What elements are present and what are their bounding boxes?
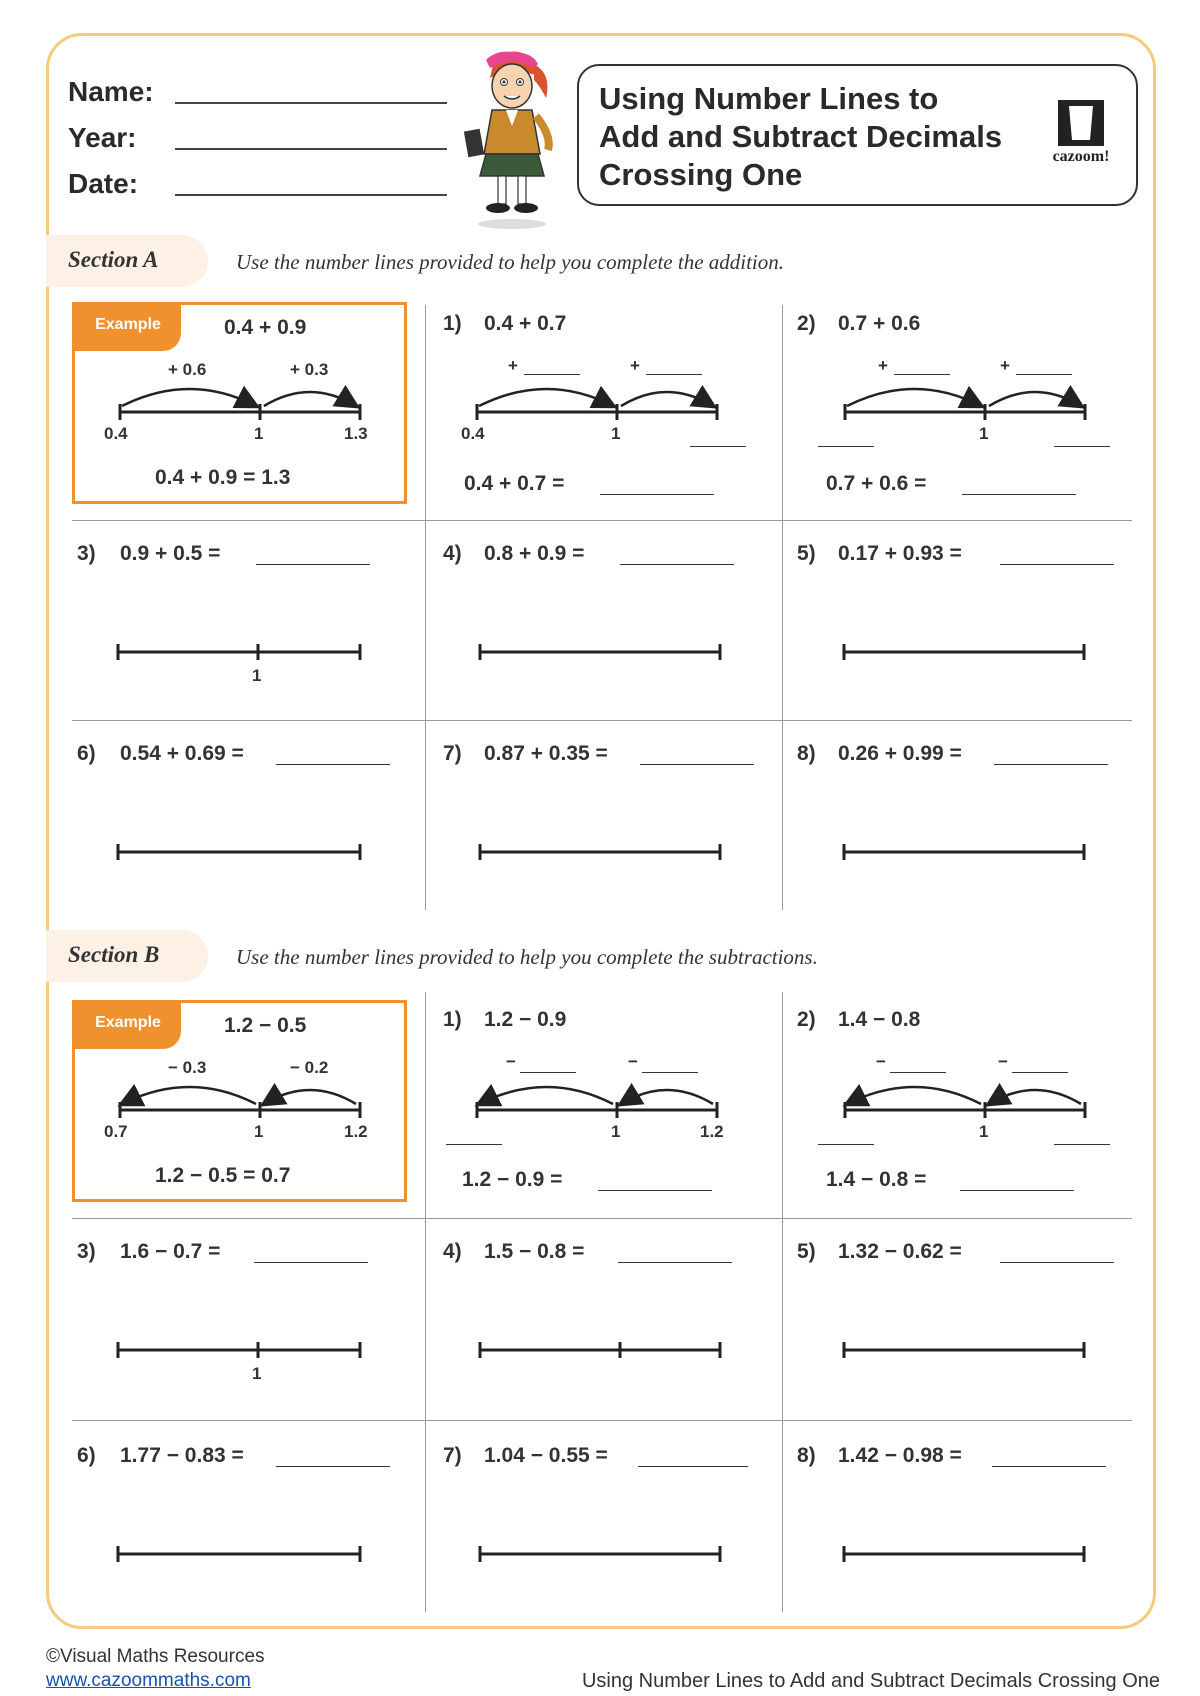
grid-divider: [782, 992, 783, 1612]
section-b-instruction: Use the number lines provided to help you complete the subtractions.: [236, 945, 818, 969]
number-line: [474, 1338, 734, 1362]
year-label: Year:: [68, 122, 137, 153]
question-number: 2): [797, 312, 816, 335]
example-number-line: [110, 376, 370, 426]
tick-label: 1.2: [700, 1122, 724, 1141]
logo-text: cazoom!: [1052, 148, 1110, 165]
tick-label: 1: [611, 1122, 621, 1141]
grid-divider: [72, 1420, 1132, 1421]
question-text: 1.2 − 0.9: [484, 1008, 567, 1031]
question-text: 0.4 + 0.7: [484, 312, 567, 335]
jump-sign: −: [628, 1052, 638, 1071]
example-number-line: [110, 1074, 370, 1124]
answer-blank[interactable]: [640, 764, 754, 765]
jump-sign: +: [878, 356, 888, 375]
section-b-label: Section B: [68, 942, 160, 967]
answer-blank[interactable]: [638, 1466, 748, 1467]
equation: 1.32 − 0.62 =: [838, 1240, 962, 1263]
number-line: [474, 1542, 734, 1566]
answer-blank[interactable]: [256, 564, 370, 565]
answer-blank[interactable]: [620, 564, 734, 565]
tick-label: 1.2: [344, 1122, 368, 1141]
name-label: Name:: [68, 76, 154, 107]
question-number: 5): [797, 542, 816, 565]
equation: 1.5 − 0.8 =: [484, 1240, 585, 1263]
section-a-label: Section A: [68, 247, 159, 272]
date-label: Date:: [68, 168, 139, 199]
question-number: 4): [443, 542, 462, 565]
tick-label: 0.4: [104, 424, 128, 443]
question-number: 8): [797, 1444, 816, 1467]
tick-label: 0.4: [461, 424, 485, 443]
equation: 0.87 + 0.35 =: [484, 742, 608, 765]
equation: 0.17 + 0.93 =: [838, 542, 962, 565]
jump-answer-blank[interactable]: [1012, 1072, 1068, 1073]
question-text: 0.7 + 0.6: [838, 312, 921, 335]
jump-sign: +: [1000, 356, 1010, 375]
number-line: [110, 1338, 370, 1362]
equation: 0.7 + 0.6 =: [826, 472, 927, 495]
tick-label: 1: [252, 666, 262, 685]
cup-icon: [1036, 98, 1126, 148]
question-number: 3): [77, 542, 96, 565]
worksheet-title-box: [577, 64, 1138, 206]
tick-label: 1.3: [344, 424, 368, 443]
number-line: [835, 376, 1095, 426]
tick-answer-blank[interactable]: [446, 1144, 502, 1145]
number-line: [474, 840, 734, 864]
question-number: 4): [443, 1240, 462, 1263]
jump-answer-blank[interactable]: [894, 374, 950, 375]
question-number: 7): [443, 1444, 462, 1467]
equation: 1.2 − 0.9 =: [462, 1168, 563, 1191]
number-line: [467, 1074, 727, 1124]
number-line: [467, 376, 727, 426]
equation: 0.8 + 0.9 =: [484, 542, 585, 565]
example-badge: Example: [75, 1003, 181, 1049]
example-answer: 1.2 − 0.5 = 0.7: [155, 1164, 291, 1187]
question-number: 3): [77, 1240, 96, 1263]
section-b-tab: [46, 930, 208, 982]
answer-blank[interactable]: [962, 494, 1076, 495]
number-line: [838, 840, 1098, 864]
jump-sign: −: [998, 1052, 1008, 1071]
tick-answer-blank[interactable]: [818, 446, 874, 447]
tick-label: 1: [979, 1122, 989, 1141]
date-field[interactable]: [175, 194, 447, 196]
equation: 1.04 − 0.55 =: [484, 1444, 608, 1467]
question-number: 2): [797, 1008, 816, 1031]
tick-answer-blank[interactable]: [1054, 446, 1110, 447]
footer-copyright: ©Visual Maths Resources: [46, 1646, 265, 1667]
number-line: [838, 1338, 1098, 1362]
jump-answer-blank[interactable]: [520, 1072, 576, 1073]
question-number: 8): [797, 742, 816, 765]
number-line: [838, 640, 1098, 664]
example-badge: Example: [75, 305, 181, 351]
girl-character-illustration: [456, 46, 568, 230]
jump-sign: −: [506, 1052, 516, 1071]
jump-answer-blank[interactable]: [1016, 374, 1072, 375]
tick-label: 0.7: [104, 1122, 128, 1141]
answer-blank[interactable]: [1000, 1262, 1114, 1263]
example-jump-label: + 0.6: [168, 360, 207, 379]
example-jump-label: − 0.3: [168, 1058, 207, 1077]
answer-blank[interactable]: [254, 1262, 368, 1263]
question-number: 1): [443, 312, 462, 335]
equation: 1.77 − 0.83 =: [120, 1444, 244, 1467]
jump-sign: +: [508, 356, 518, 375]
question-number: 1): [443, 1008, 462, 1031]
example-jump-label: − 0.2: [290, 1058, 329, 1077]
tick-answer-blank[interactable]: [1054, 1144, 1110, 1145]
example-answer: 0.4 + 0.9 = 1.3: [155, 466, 291, 489]
example-question: 1.2 − 0.5: [224, 1014, 307, 1037]
example-jump-label: + 0.3: [290, 360, 329, 379]
answer-blank[interactable]: [618, 1262, 732, 1263]
equation: 0.9 + 0.5 =: [120, 542, 221, 565]
jump-answer-blank[interactable]: [642, 1072, 698, 1073]
question-number: 6): [77, 742, 96, 765]
section-a-instruction: Use the number lines provided to help you complete the addition.: [236, 250, 785, 274]
number-line: [474, 640, 734, 664]
answer-blank[interactable]: [1000, 564, 1114, 565]
tick-answer-blank[interactable]: [690, 446, 746, 447]
name-field[interactable]: [175, 102, 447, 104]
number-line: [838, 1542, 1098, 1566]
answer-blank[interactable]: [276, 1466, 390, 1467]
equation: 1.42 − 0.98 =: [838, 1444, 962, 1467]
year-field[interactable]: [175, 148, 447, 150]
section-a-tab: [46, 235, 208, 287]
jump-sign: +: [630, 356, 640, 375]
answer-blank[interactable]: [960, 1190, 1074, 1191]
tick-label: 1: [254, 424, 264, 443]
number-line: [835, 1074, 1095, 1124]
grid-divider: [72, 520, 1132, 521]
question-text: 1.4 − 0.8: [838, 1008, 921, 1031]
equation: 1.4 − 0.8 =: [826, 1168, 927, 1191]
number-line: [110, 840, 370, 864]
answer-blank[interactable]: [992, 1466, 1106, 1467]
jump-answer-blank[interactable]: [890, 1072, 946, 1073]
example-question: 0.4 + 0.9: [224, 316, 307, 339]
question-number: 6): [77, 1444, 96, 1467]
footer-website-link[interactable]: www.cazoommaths.com: [46, 1670, 251, 1691]
grid-divider: [782, 305, 783, 910]
footer-doc-title: Using Number Lines to Add and Subtract Decimals Crossing One: [581, 1670, 1160, 1692]
tick-label: 1: [254, 1122, 264, 1141]
tick-answer-blank[interactable]: [818, 1144, 874, 1145]
tick-label: 1: [979, 424, 989, 443]
grid-divider: [72, 720, 1132, 721]
answer-blank[interactable]: [598, 1190, 712, 1191]
question-number: 5): [797, 1240, 816, 1263]
cazoom-logo: [1036, 98, 1126, 168]
equation: 1.6 − 0.7 =: [120, 1240, 221, 1263]
equation: 0.26 + 0.99 =: [838, 742, 962, 765]
answer-blank[interactable]: [276, 764, 390, 765]
answer-blank[interactable]: [994, 764, 1108, 765]
equation: 0.54 + 0.69 =: [120, 742, 244, 765]
grid-divider: [425, 305, 426, 910]
equation: 0.4 + 0.7 =: [464, 472, 565, 495]
tick-label: 1: [611, 424, 621, 443]
tick-label: 1: [252, 1364, 262, 1383]
number-line: [110, 640, 370, 664]
question-number: 7): [443, 742, 462, 765]
jump-answer-blank[interactable]: [646, 374, 702, 375]
number-line: [110, 1542, 370, 1566]
grid-divider: [425, 992, 426, 1612]
jump-sign: −: [876, 1052, 886, 1071]
grid-divider: [72, 1218, 1132, 1219]
answer-blank[interactable]: [600, 494, 714, 495]
jump-answer-blank[interactable]: [524, 374, 580, 375]
worksheet-title: Using Number Lines to Add and Subtract Decimals Crossing One: [599, 81, 1003, 192]
